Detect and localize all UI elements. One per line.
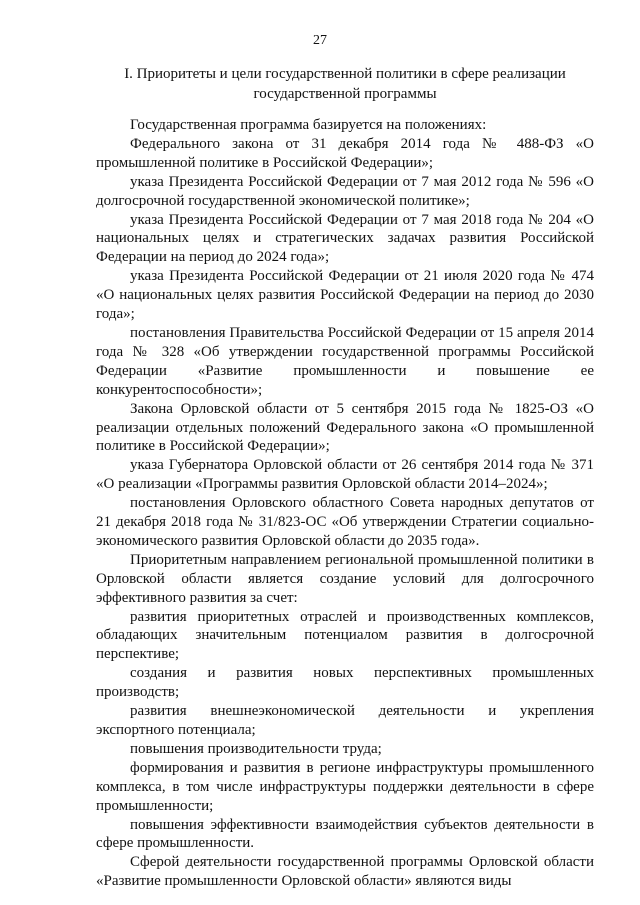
paragraph: указа Президента Российской Федерации от 7 мая 2018 года № 204 «О национальных целях и стратегических задачах развития Российской Федерации на период до 2024 года»; bbox=[96, 211, 594, 266]
paragraph: Закона Орловской области от 5 сентября 2015 года № 1825-ОЗ «О реализации отдельных положений Федерального закона «О промышленной политике в Российской Федерации»; bbox=[96, 400, 594, 455]
paragraph: повышения эффективности взаимодействия субъектов деятельности в сфере промышленности. bbox=[96, 816, 594, 852]
paragraph: создания и развития новых перспективных промышленных производств; bbox=[96, 665, 594, 701]
page-number: 27 bbox=[313, 33, 327, 48]
paragraph: Государственная программа базируется на положениях: bbox=[130, 117, 487, 133]
paragraph: указа Президента Российской Федерации от 21 июля 2020 года № 474 «О национальных целях развития Российской Федерации на период до 2030 года»; bbox=[96, 268, 594, 323]
paragraph: постановления Орловского областного Совета народных депутатов от 21 декабря 2018 года № 31/823-ОС «Об утверждении Стратегии социально-экономического развития Орловской области до 2035 года». bbox=[96, 495, 594, 549]
paragraph: развития внешнеэкономической деятельности и укрепления экспортного потенциала; bbox=[96, 703, 594, 738]
paragraph: указа Президента Российской Федерации от 7 мая 2012 года № 596 «О долгосрочной государственной экономической политике»; bbox=[96, 173, 594, 209]
paragraph: указа Губернатора Орловской области от 26 сентября 2014 года № 371 «О реализации «Программы развития Орловской области 2014–2024»; bbox=[96, 457, 594, 493]
section-heading: I. Приоритеты и цели государственной политики в сфере реализации государственной программы bbox=[124, 66, 566, 102]
paragraph: развития приоритетных отраслей и производственных комплексов, обладающих значительным потенциалом развития в долгосрочной перспективе; bbox=[96, 608, 594, 663]
paragraph: Приоритетным направлением региональной промышленной политики в Орловской области является создание условий для долгосрочного эффективного развития за счет: bbox=[96, 551, 594, 606]
paragraph: постановления Правительства Российской Федерации от 15 апреля 2014 года № 328 «Об утверждении государственной программы Российской Федерации «Развитие промышленности и повышение ее конкурентоспособности»; bbox=[96, 324, 594, 398]
paragraph: Федерального закона от 31 декабря 2014 года № 488-ФЗ «О промышленной политике в Российской Федерации»; bbox=[96, 135, 594, 171]
paragraph: формирования и развития в регионе инфраструктуры промышленного комплекса, в том числе инфраструктуры поддержки деятельности в сфере промышленности; bbox=[96, 759, 594, 814]
document-body bbox=[96, 116, 594, 891]
paragraph: повышения производительности труда; bbox=[130, 740, 382, 757]
paragraph: Сферой деятельности государственной программы Орловской области «Развитие промышленности Орловской области» являются виды bbox=[96, 854, 594, 890]
